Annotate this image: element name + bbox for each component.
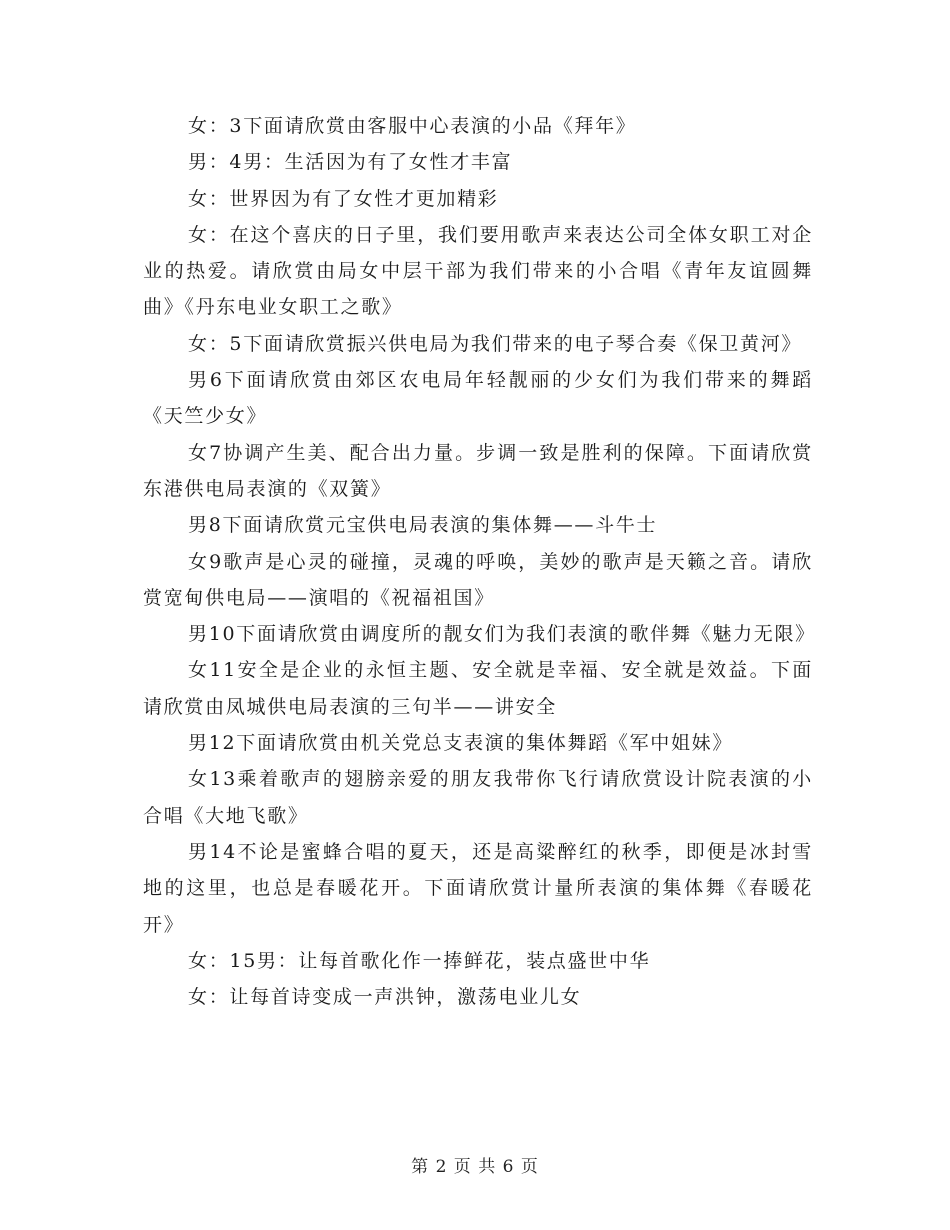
paragraph: 女：让每首诗变成一声洪钟，激荡电业儿女 <box>188 986 582 1009</box>
paragraph: 女13乘着歌声的翅膀亲爱的朋友我带你飞行请欣赏设计院表演的小合唱《大地飞歌》 <box>143 768 813 827</box>
document-body <box>143 108 816 1015</box>
paragraph: 女7协调产生美、配合出力量。步调一致是胜利的保障。下面请欣赏东港供电局表演的《双簧》 <box>143 441 813 500</box>
paragraph: 女11安全是企业的永恒主题、安全就是幸福、安全就是效益。下面请欣赏由凤城供电局表演的三句半——讲安全 <box>143 659 813 718</box>
paragraph: 男：4男：生活因为有了女性才丰富 <box>188 151 513 174</box>
paragraph: 女：5下面请欣赏振兴供电局为我们带来的电子琴合奏《保卫黄河》 <box>188 332 803 355</box>
paragraph: 男12下面请欣赏由机关党总支表演的集体舞蹈《军中姐妹》 <box>188 732 734 755</box>
paragraph: 女9歌声是心灵的碰撞，灵魂的呼唤，美妙的歌声是天籁之音。请欣赏宽甸供电局——演唱的《祝福祖国》 <box>143 550 813 609</box>
paragraph: 男10下面请欣赏由调度所的靓女们为我们表演的歌伴舞《魅力无限》 <box>188 623 816 646</box>
page-number-footer: 第 2 页 共 6 页 <box>411 1157 539 1177</box>
paragraph: 女：3下面请欣赏由客服中心表演的小品《拜年》 <box>188 115 637 137</box>
paragraph: 女：在这个喜庆的日子里，我们要用歌声来表达公司全体女职工对企业的热爱。请欣赏由局女中层干部为我们带来的小合唱《青年友谊圆舞曲》《丹东电业女职工之歌》 <box>143 223 813 319</box>
paragraph: 女：15男：让每首歌化作一捧鲜花，装点盛世中华 <box>188 949 651 972</box>
paragraph: 男6下面请欣赏由郊区农电局年轻靓丽的少女们为我们带来的舞蹈《天竺少女》 <box>143 369 813 428</box>
paragraph: 男14不论是蜜蜂合唱的夏天，还是高粱醉红的秋季，即便是冰封雪地的这里，也总是春暖花开。下面请欣赏计量所表演的集体舞《春暖花开》 <box>143 840 813 936</box>
paragraph: 女：世界因为有了女性才更加精彩 <box>188 187 499 210</box>
paragraph: 男8下面请欣赏元宝供电局表演的集体舞——斗牛士 <box>188 514 658 537</box>
